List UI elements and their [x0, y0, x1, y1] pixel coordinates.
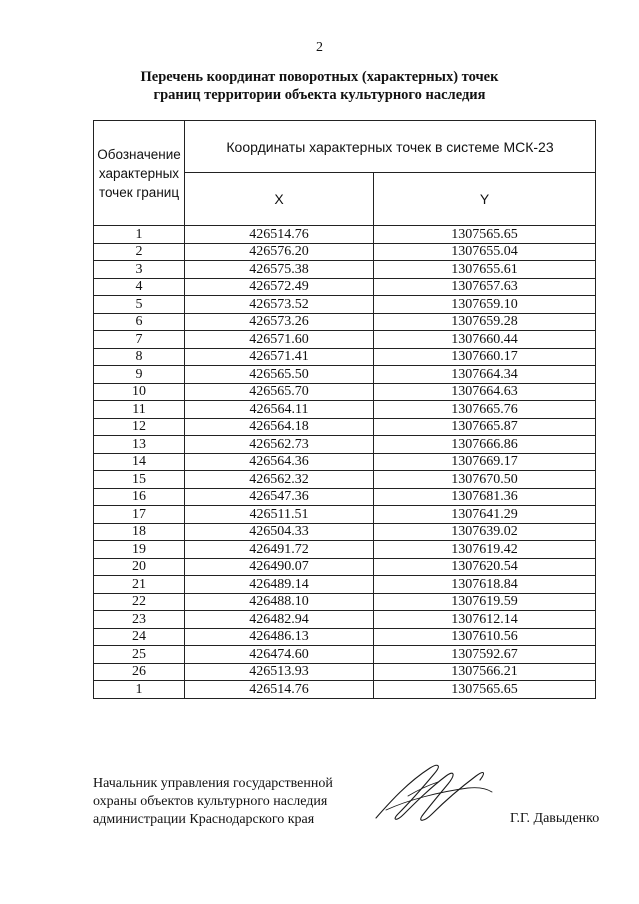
cell-x: 426489.14	[185, 576, 374, 594]
signer-position-line: администрации Краснодарского края	[93, 812, 315, 827]
table-row	[94, 488, 596, 506]
cell-y: 1307657.63	[374, 278, 596, 296]
header-point-label	[94, 121, 185, 226]
header-y: Y	[374, 173, 596, 226]
cell-y: 1307681.36	[374, 488, 596, 506]
table-row	[94, 593, 596, 611]
page-number: 2	[316, 40, 323, 55]
table-row	[94, 383, 596, 401]
table-row	[94, 226, 596, 244]
document-title	[0, 68, 639, 104]
cell-x: 426573.52	[185, 296, 374, 314]
cell-y: 1307660.17	[374, 348, 596, 366]
cell-y: 1307665.76	[374, 401, 596, 419]
cell-y: 1307669.17	[374, 453, 596, 471]
cell-x: 426504.33	[185, 523, 374, 541]
header-label-line: точек границ	[98, 184, 180, 200]
cell-point-number: 13	[94, 436, 185, 454]
cell-x: 426564.18	[185, 418, 374, 436]
table-row	[94, 261, 596, 279]
cell-x: 426564.36	[185, 453, 374, 471]
cell-point-number: 26	[94, 663, 185, 681]
cell-y: 1307619.59	[374, 593, 596, 611]
cell-y: 1307655.04	[374, 243, 596, 261]
cell-x: 426565.70	[185, 383, 374, 401]
cell-y: 1307665.87	[374, 418, 596, 436]
signer-name: Г.Г. Давыденко	[510, 811, 600, 826]
cell-point-number: 4	[94, 278, 185, 296]
cell-point-number: 5	[94, 296, 185, 314]
cell-y: 1307592.67	[374, 646, 596, 664]
cell-x: 426571.41	[185, 348, 374, 366]
cell-point-number: 10	[94, 383, 185, 401]
cell-x: 426571.60	[185, 331, 374, 349]
table-row	[94, 331, 596, 349]
cell-point-number: 18	[94, 523, 185, 541]
cell-x: 426573.26	[185, 313, 374, 331]
table-row	[94, 576, 596, 594]
cell-point-number: 1	[94, 681, 185, 699]
cell-x: 426488.10	[185, 593, 374, 611]
cell-y: 1307660.44	[374, 331, 596, 349]
cell-x: 426565.50	[185, 366, 374, 384]
table-row	[94, 681, 596, 699]
cell-y: 1307566.21	[374, 663, 596, 681]
cell-x: 426562.32	[185, 471, 374, 489]
coordinates-table	[93, 120, 596, 699]
cell-x: 426490.07	[185, 558, 374, 576]
table-row	[94, 628, 596, 646]
table-row	[94, 436, 596, 454]
table-row	[94, 401, 596, 419]
table-row	[94, 611, 596, 629]
handwritten-signature	[368, 752, 498, 832]
cell-y: 1307565.65	[374, 226, 596, 244]
cell-point-number: 6	[94, 313, 185, 331]
cell-y: 1307618.84	[374, 576, 596, 594]
cell-y: 1307565.65	[374, 681, 596, 699]
cell-point-number: 1	[94, 226, 185, 244]
cell-x: 426562.73	[185, 436, 374, 454]
table-row	[94, 243, 596, 261]
cell-y: 1307659.10	[374, 296, 596, 314]
cell-point-number: 15	[94, 471, 185, 489]
cell-x: 426511.51	[185, 506, 374, 524]
cell-x: 426486.13	[185, 628, 374, 646]
cell-y: 1307620.54	[374, 558, 596, 576]
table-row	[94, 471, 596, 489]
title-line-2: границ территории объекта культурного наследия	[153, 87, 486, 103]
table-row	[94, 646, 596, 664]
cell-y: 1307619.42	[374, 541, 596, 559]
cell-x: 426564.11	[185, 401, 374, 419]
cell-y: 1307666.86	[374, 436, 596, 454]
coordinates-body	[94, 226, 596, 699]
cell-point-number: 11	[94, 401, 185, 419]
cell-point-number: 20	[94, 558, 185, 576]
cell-point-number: 14	[94, 453, 185, 471]
cell-y: 1307655.61	[374, 261, 596, 279]
table-row	[94, 453, 596, 471]
header-x: X	[185, 173, 374, 226]
cell-x: 426575.38	[185, 261, 374, 279]
cell-point-number: 24	[94, 628, 185, 646]
cell-point-number: 16	[94, 488, 185, 506]
cell-point-number: 25	[94, 646, 185, 664]
cell-y: 1307664.34	[374, 366, 596, 384]
cell-point-number: 17	[94, 506, 185, 524]
header-label-line: Обозначение	[97, 146, 181, 162]
cell-y: 1307659.28	[374, 313, 596, 331]
table-row	[94, 313, 596, 331]
cell-y: 1307641.29	[374, 506, 596, 524]
cell-x: 426514.76	[185, 226, 374, 244]
table-row	[94, 366, 596, 384]
cell-point-number: 21	[94, 576, 185, 594]
header-label-line: характерных	[98, 165, 180, 181]
signer-position	[93, 775, 333, 829]
table-row	[94, 506, 596, 524]
cell-y: 1307612.14	[374, 611, 596, 629]
cell-x: 426547.36	[185, 488, 374, 506]
cell-point-number: 12	[94, 418, 185, 436]
cell-point-number: 2	[94, 243, 185, 261]
title-line-1: Перечень координат поворотных (характерных) точек	[140, 69, 499, 85]
table-row	[94, 418, 596, 436]
cell-point-number: 19	[94, 541, 185, 559]
table-row	[94, 523, 596, 541]
cell-x: 426491.72	[185, 541, 374, 559]
cell-y: 1307670.50	[374, 471, 596, 489]
table-row	[94, 663, 596, 681]
header-coordinate-system: Координаты характерных точек в системе МСК-23	[185, 121, 596, 173]
cell-x: 426474.60	[185, 646, 374, 664]
signer-position-line: Начальник управления государственной	[93, 776, 333, 791]
table-row	[94, 541, 596, 559]
cell-x: 426482.94	[185, 611, 374, 629]
cell-point-number: 7	[94, 331, 185, 349]
cell-y: 1307610.56	[374, 628, 596, 646]
cell-x: 426513.93	[185, 663, 374, 681]
table-row	[94, 348, 596, 366]
cell-point-number: 23	[94, 611, 185, 629]
cell-y: 1307664.63	[374, 383, 596, 401]
cell-point-number: 9	[94, 366, 185, 384]
cell-x: 426514.76	[185, 681, 374, 699]
table-row	[94, 296, 596, 314]
cell-y: 1307639.02	[374, 523, 596, 541]
cell-x: 426576.20	[185, 243, 374, 261]
cell-point-number: 22	[94, 593, 185, 611]
cell-x: 426572.49	[185, 278, 374, 296]
table-row	[94, 558, 596, 576]
cell-point-number: 3	[94, 261, 185, 279]
signer-position-line: охраны объектов культурного наследия	[93, 794, 328, 809]
table-row	[94, 278, 596, 296]
cell-point-number: 8	[94, 348, 185, 366]
